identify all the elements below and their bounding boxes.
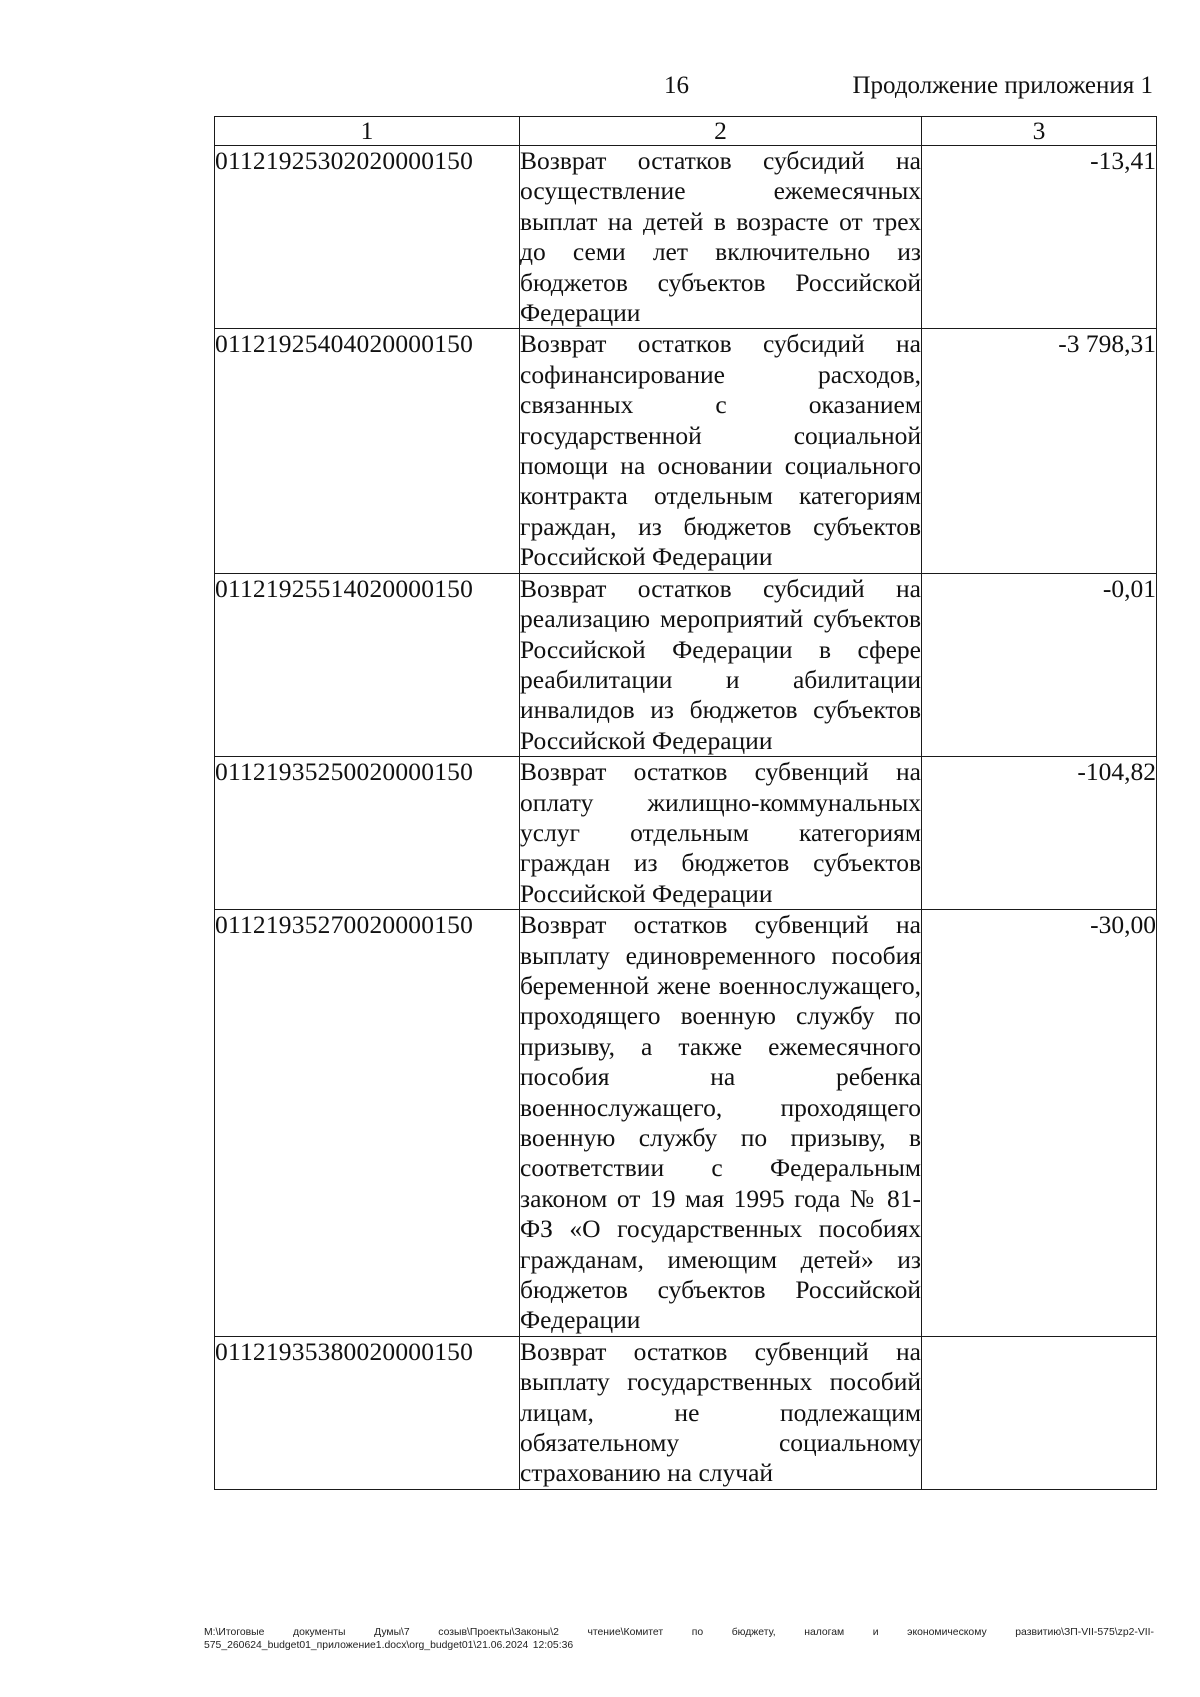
page-number: 16 (664, 72, 689, 99)
row-description: Возврат остатков субсидий на осуществление ежемесячных выплат на детей в возрасте от трех до семи лет включительно из бюджетов субъектов Российской Федерации (520, 146, 921, 328)
table-row (215, 146, 1157, 329)
row-code: 01121935250020000150 (215, 757, 520, 910)
row-description: Возврат остатков субвенций на выплату государственных пособий лицам, не подлежащим обязательному социальному страхованию на случай (520, 1336, 921, 1488)
row-code: 01121935380020000150 (215, 1336, 520, 1489)
row-description: Возврат остатков субвенций на выплату единовременного пособия беременной жене военнослужащего, проходящего военную службу по призыву, а также ежемесячного пособия на ребенка военнослужащего, проходящего военную службу по призыву, в соответствии с Федеральным законом от 19 мая 1995 года № 81-ФЗ «О государственных пособиях гражданам, имеющим детей» из бюджетов субъектов Российской Федерации (520, 910, 921, 1335)
column-header-2: 2 (520, 117, 922, 146)
column-header-1: 1 (215, 117, 520, 146)
row-code: 01121925514020000150 (215, 573, 520, 756)
document-path-footer: М:\Итоговые документы Думы\7 созыв\Проекты\Законы\2 чтение\Комитет по бюджету, налогам и экономическому развитию\ЗП-VII-575\zp2-VII-575_260624_budget01_приложение1.docx\org_budget01\21.06.2024 12:05:36 (204, 1627, 1154, 1651)
table-row (215, 1336, 1157, 1489)
row-description: Возврат остатков субсидий на софинансирование расходов, связанных с оказанием государственной социальной помощи на основании социального контракта отдельным категориям граждан, из бюджетов субъектов Российской Федерации (520, 329, 921, 572)
row-amount: -30,00 (922, 910, 1157, 1337)
row-description: Возврат остатков субвенций на оплату жилищно-коммунальных услуг отдельным категориям граждан из бюджетов субъектов Российской Федерации (520, 757, 921, 908)
table-row (215, 910, 1157, 1337)
table-row (215, 329, 1157, 573)
table-row (215, 757, 1157, 910)
row-code: 01121935270020000150 (215, 910, 520, 1337)
budget-table (214, 116, 1157, 1490)
row-amount: -13,41 (922, 146, 1157, 329)
row-amount: -3 798,31 (922, 329, 1157, 573)
row-amount (922, 1336, 1157, 1489)
table-row (215, 573, 1157, 756)
table-header-row (215, 117, 1157, 146)
column-header-3: 3 (922, 117, 1157, 146)
row-amount: -104,82 (922, 757, 1157, 910)
continuation-label: Продолжение приложения 1 (852, 72, 1153, 99)
row-amount: -0,01 (922, 573, 1157, 756)
row-description: Возврат остатков субсидий на реализацию мероприятий субъектов Российской Федерации в сфере реабилитации и абилитации инвалидов из бюджетов субъектов Российской Федерации (520, 573, 921, 755)
row-code: 01121925404020000150 (215, 329, 520, 573)
row-code: 01121925302020000150 (215, 146, 520, 329)
